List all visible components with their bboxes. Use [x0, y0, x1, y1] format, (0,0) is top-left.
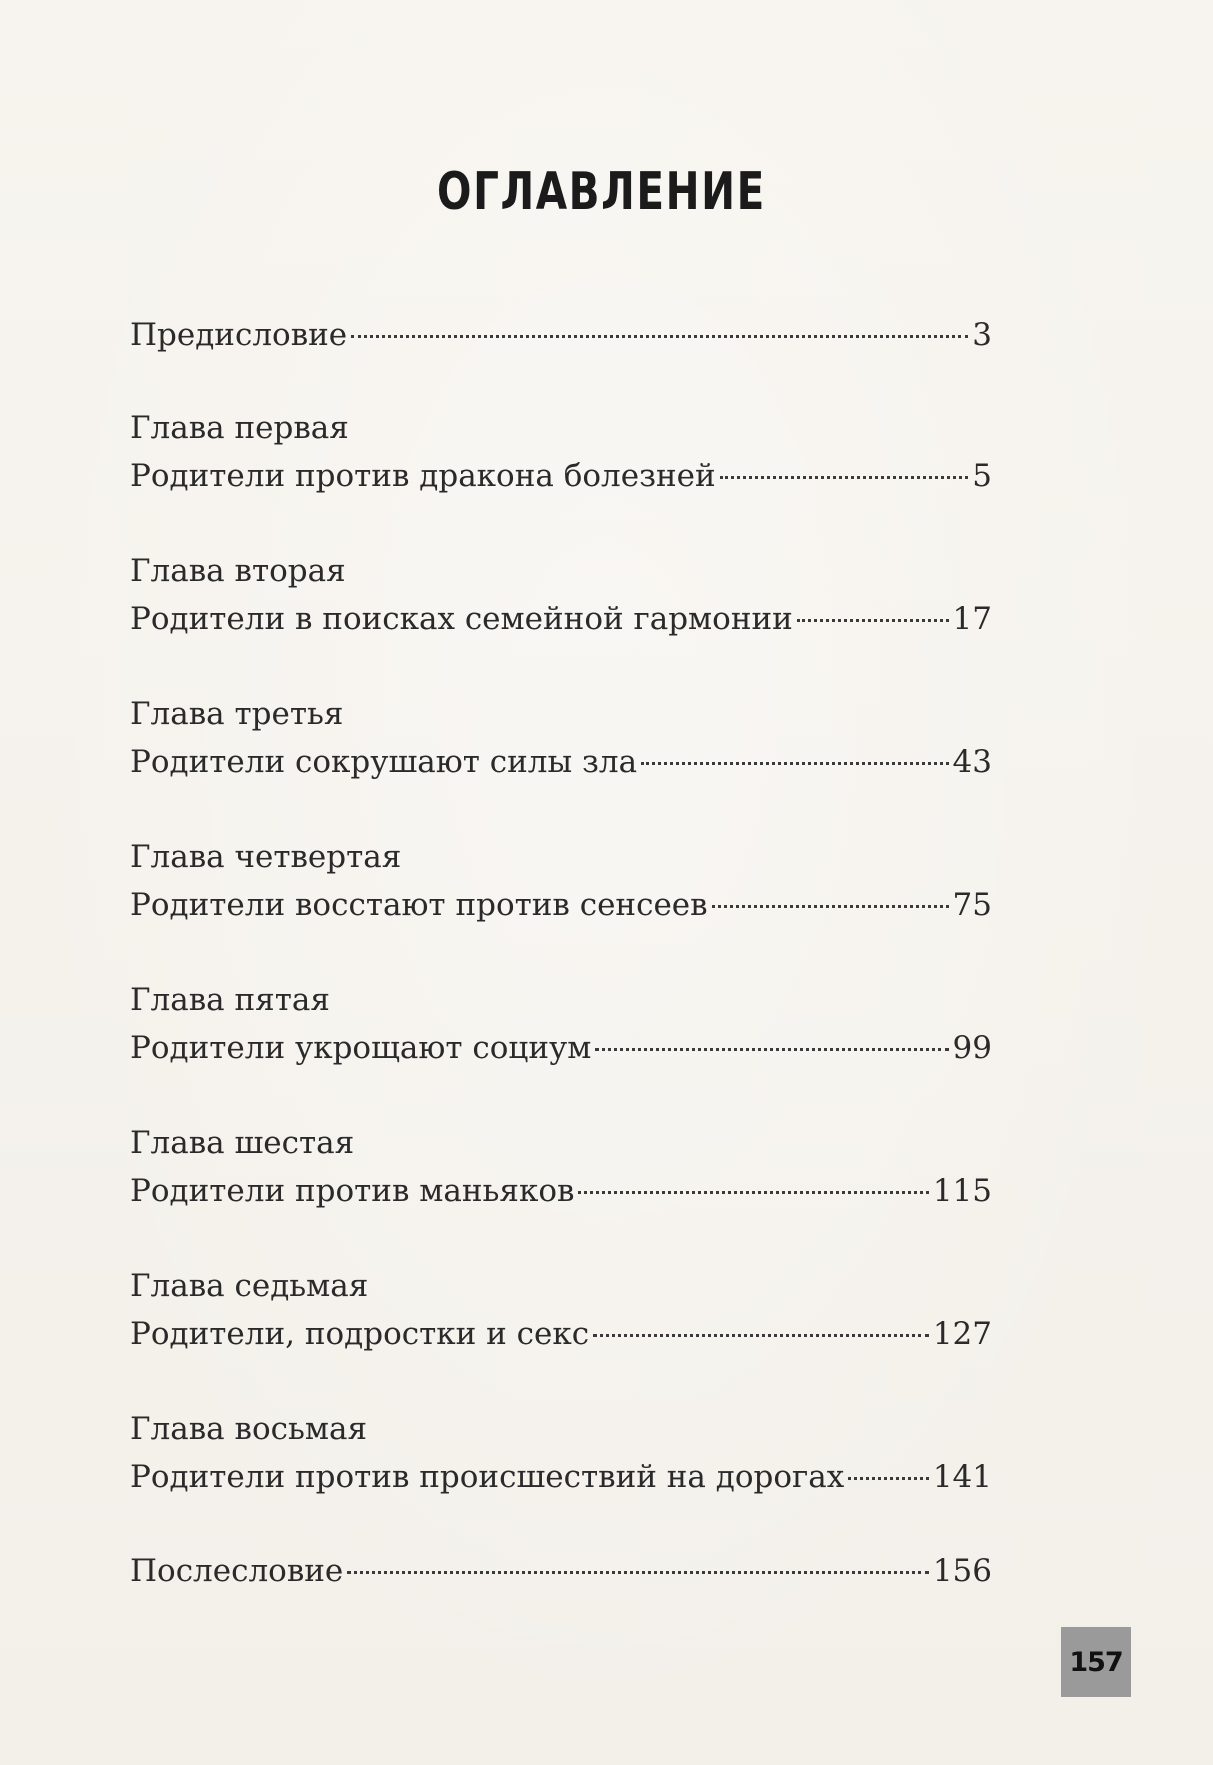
toc-entry-title: Родители в поисках семейной гармонии [130, 601, 793, 637]
chapter-label: Глава четвертая [130, 839, 402, 875]
toc-entry-chapter-1 [130, 408, 992, 496]
toc-page-number: 43 [952, 744, 992, 780]
toc-entry-chapter-5 [130, 980, 992, 1068]
toc-entry-title: Родители против маньяков [130, 1173, 575, 1209]
chapter-label: Глава шестая [130, 1125, 355, 1161]
dot-leader [848, 1477, 929, 1480]
toc-entry-preface [130, 315, 992, 355]
toc-line[interactable] [130, 315, 992, 355]
toc-entry-title: Родители сокрушают силы зла [130, 744, 638, 780]
toc-page-number: 141 [932, 1459, 992, 1495]
dot-leader [593, 1334, 929, 1337]
dot-leader [797, 619, 949, 622]
dot-leader [641, 762, 948, 765]
toc-page-number: 99 [952, 1030, 992, 1066]
toc-entry-title: Родители против происшествий на дорогах [130, 1459, 845, 1495]
toc-page-number: 3 [972, 317, 992, 353]
toc-page-number: 127 [932, 1316, 992, 1352]
toc-line[interactable] [130, 1028, 992, 1068]
chapter-label: Глава пятая [130, 982, 330, 1018]
toc-entry-chapter-6 [130, 1123, 992, 1211]
chapter-label: Глава восьмая [130, 1411, 367, 1447]
toc-line[interactable] [130, 599, 992, 639]
chapter-label: Глава вторая [130, 553, 346, 589]
toc-entry-afterword [130, 1551, 992, 1591]
toc-line[interactable] [130, 1314, 992, 1354]
toc-entry-chapter-3 [130, 694, 992, 782]
toc-line[interactable] [130, 742, 992, 782]
toc-line[interactable] [130, 885, 992, 925]
chapter-label: Глава седьмая [130, 1268, 369, 1304]
toc-entry-chapter-7 [130, 1266, 992, 1354]
toc-entry-chapter-2 [130, 551, 992, 639]
toc-entry-title: Родители укрощают социум [130, 1030, 592, 1066]
toc-entry-chapter-8 [130, 1409, 992, 1497]
toc-page-number: 115 [932, 1173, 992, 1209]
toc-entry-chapter-4 [130, 837, 992, 925]
dot-leader [347, 1571, 929, 1574]
chapter-label: Глава первая [130, 410, 349, 446]
toc-line[interactable] [130, 1457, 992, 1497]
toc-page-number: 156 [932, 1553, 992, 1589]
toc-page-number: 17 [952, 601, 992, 637]
toc-line[interactable] [130, 1551, 992, 1591]
toc-entry-title: Предисловие [130, 317, 348, 353]
page-title: ОГЛАВЛЕНИЕ [437, 162, 766, 222]
dot-leader [712, 905, 949, 908]
toc-entry-title: Родители против дракона болезней [130, 458, 716, 494]
toc-page-number: 75 [952, 887, 992, 923]
toc-line[interactable] [130, 456, 992, 496]
toc-entry-title: Родители, подростки и секс [130, 1316, 590, 1352]
dot-leader [578, 1191, 928, 1194]
dot-leader [595, 1048, 948, 1051]
toc-entry-title: Родители восстают против сенсеев [130, 887, 708, 923]
toc-entry-title: Послесловие [130, 1553, 344, 1589]
chapter-label: Глава третья [130, 696, 344, 732]
dot-leader [720, 476, 969, 479]
toc-page-number: 5 [972, 458, 992, 494]
toc-line[interactable] [130, 1171, 992, 1211]
dot-leader [351, 335, 968, 338]
page-number-badge: 157 [1061, 1627, 1131, 1697]
